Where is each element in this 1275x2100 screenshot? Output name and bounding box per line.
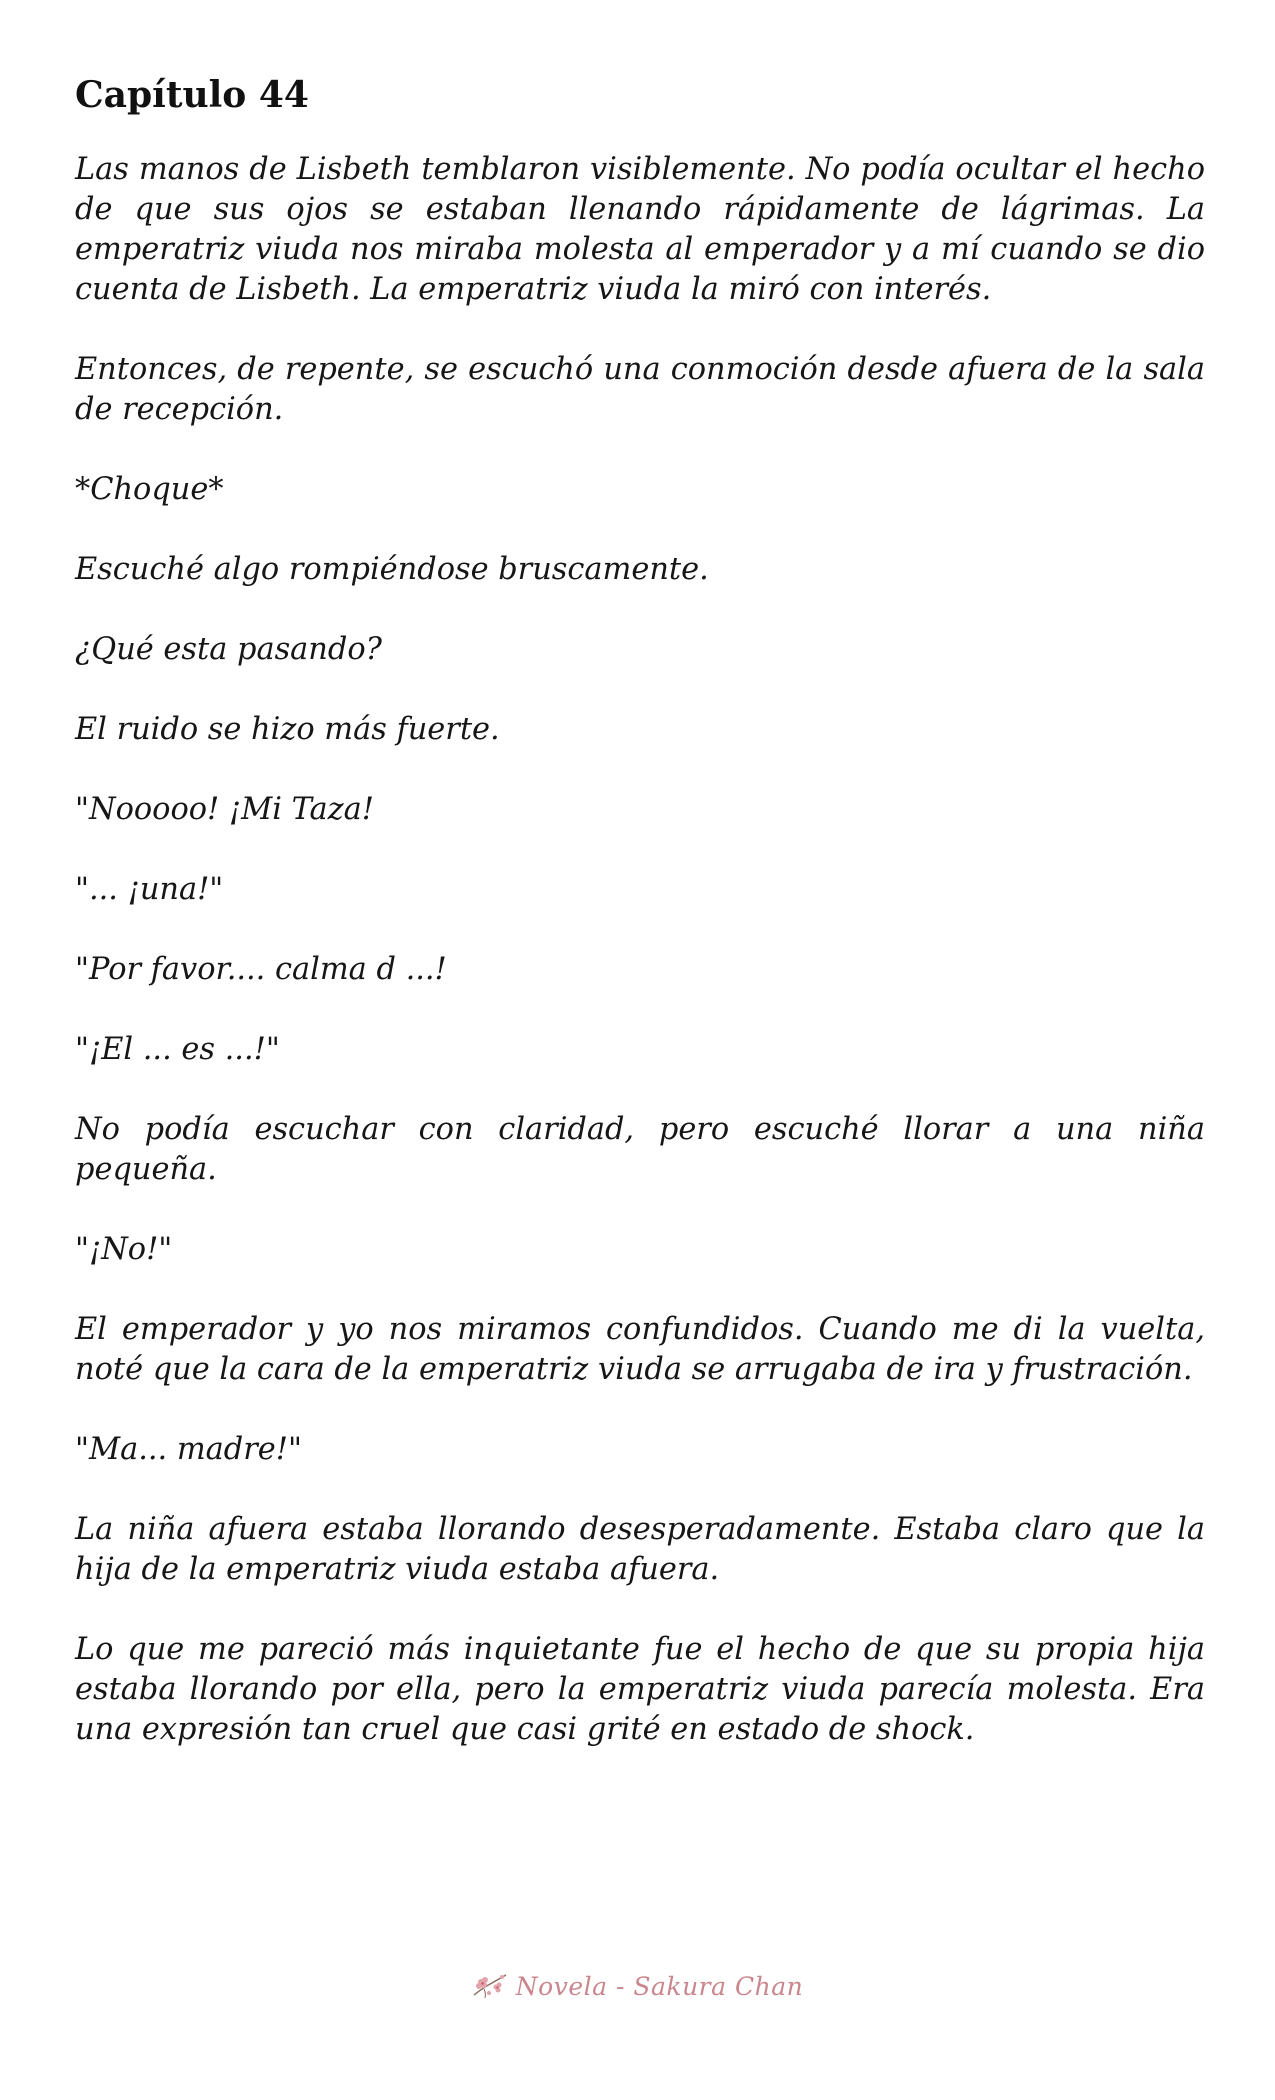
paragraph: *Choque*: [75, 472, 224, 507]
paragraph: "Nooooo! ¡Mi Taza!: [75, 792, 375, 827]
page-footer: [0, 1966, 1275, 2006]
paragraph: "Ma... madre!": [75, 1432, 302, 1467]
paragraph: "¡No!": [75, 1232, 173, 1267]
paragraph: Las manos de Lisbeth temblaron visiblemente. No podía ocultar el hecho de que sus ojos se estaban llenando rápidamente de lágrimas. La emperatriz viuda nos miraba molesta al emperador y a mí cuando se dio cuenta de Lisbeth. La emperatriz viuda la miró con interés.: [75, 152, 1205, 307]
chapter-title: Capítulo 44: [75, 74, 309, 116]
paragraph: El ruido se hizo más fuerte.: [75, 712, 500, 747]
paragraph: "... ¡una!": [75, 872, 224, 907]
paragraph: Lo que me pareció más inquietante fue el hecho de que su propia hija estaba llorando por ella, pero la emperatriz viuda parecía molesta. Era una expresión tan cruel que casi grité en estado de shock.: [75, 1632, 1205, 1747]
paragraph: No podía escuchar con claridad, pero escuché llorar a una niña pequeña.: [75, 1112, 1205, 1187]
paragraph: "Por favor.... calma d ...!: [75, 952, 447, 987]
paragraph: Escuché algo rompiéndose bruscamente.: [75, 552, 709, 587]
watermark-text: Novela - Sakura Chan: [515, 1971, 804, 2001]
paragraph: La niña afuera estaba llorando desesperadamente. Estaba claro que la hija de la emperatriz viuda estaba afuera.: [75, 1512, 1205, 1587]
watermark: [472, 1971, 803, 2001]
paragraph: El emperador y yo nos miramos confundidos. Cuando me di la vuelta, noté que la cara de la emperatriz viuda se arrugaba de ira y frustración.: [75, 1312, 1205, 1387]
paragraph: ¿Qué esta pasando?: [75, 632, 382, 667]
paragraph: "¡El ... es ...!": [75, 1032, 280, 1067]
document-page: [75, 70, 1205, 1750]
cherry-blossom-icon: [472, 1971, 508, 2001]
paragraph: Entonces, de repente, se escuchó una conmoción desde afuera de la sala de recepción.: [75, 352, 1205, 427]
